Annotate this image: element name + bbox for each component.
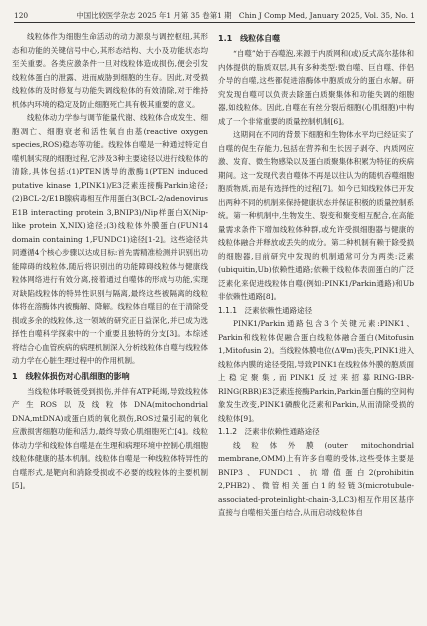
running-header xyxy=(14,8,415,23)
paragraph: 线粒体动力学参与调节能量代谢、线粒体合成发生、细胞凋亡、细胞衰老和活性氧自由基(reactive oxygen species,ROS)稳态等功能。线粒体自噬是一种通过特定自噬机制实现的细胞过程,它涉及3种主要途径以进行线粒体的清除,具体包括:(1)PTEN诱导的激酶1(PTEN induced putative kinase 1,PINK1)/E3泛素连接酶Parkin途径;(2)BCL-2/E1B腺病毒相互作用蛋白3(BCL-2/adenovirus E1B interacting protein 3,BNIP3)/Nip样蛋白X(Nip-like protein X,NIX)途径;(3)线粒体外膜蛋白(FUN14 domain containing 1,FUNDC1)途径[1-2]。这些途径共同遵循4个核心步骤以达成目标:首先需精准检测并识别出功能障碍的线粒体,随后将识别出的功能障碍线粒体与健康线粒体网络进行有效分离,接着通过自噬体的形成与功能,实现对缺陷线粒体的特异性识别与隔离,最终这些被隔离的线粒体将在溶酶体内被酶解、降解。线粒体自噬目的在于清除受损或多余的线粒体,这一领域的研究正日益深化,并已成为选择性自噬科学探索中的一个重要且独特的分支[3]。本综述将结合心血管疾病的病理机制深入分析线粒体自噬与线粒体动力学在心脏生理过程中的作用机制。 xyxy=(12,113,208,365)
subsection-heading: 1.1 线粒体自噬 xyxy=(218,34,281,43)
paragraph: “自噬”始于吞噬泡,来源于内质网和(或)反式高尔基体和内体提供的脂质双层,具有多种类型:微自噬、巨自噬、伴侣介导的自噬,这些都促进溶酶体中胞质成分的蛋白水解。研究发现自噬可以负责去除蛋白质聚集体和功能失调的细胞器,如线粒体。因此,自噬在有丝分裂后细胞(心肌细胞)中构成了一个非常重要的质量控制机制[6]。 xyxy=(218,49,414,126)
page-number: 120 xyxy=(14,10,29,20)
paragraph: 当线粒体呼吸链受到损伤,并伴有ATP耗竭,导致线粒体产生ROS以及线粒体DNA(mitochondrial DNA,mtDNA)或蛋白质的氧化损伤,ROS过量引起的氧化应激损害细胞功能和活力,最终导致心肌细胞死亡[4]。线粒体动力学和线粒体自噬是在生理和病理环境中控制心肌细胞线粒体健康的基本机制。线粒体自噬是一种线粒体特异性的自噬形式,是靶向和消除受损或不必要的线粒体的主要机制[5]。 xyxy=(12,386,208,490)
paragraph: 线粒体外膜(outer mitochondrial membrane,OMM)上有许多自噬的受体,这些受体主要是BNIP3、FUNDC1、抗增值蛋白2(prohibitin 2,PHB2)、微管相关蛋白1的轻链3(microtubule-associated-proteinlight-chain-3,LC3)相互作用区基序直接与自噬相关蛋白结合,从而启动线粒体自 xyxy=(218,440,414,517)
paragraph: 线粒体作为细胞生命活动的动力源泉与调控枢纽,其形态和功能的关键信号中心,其形态结构、大小及功能状态均至关重要。各类应激条件一旦对线粒体造成损伤,便会引发线粒体蛋白的泄露、进而威胁到细胞的生存。因此,对受损线粒体的及时修复与功能失调线粒体的有效清除,对于维持机体内环境的稳定及防止细胞死亡具有极其重要的意义。 xyxy=(12,32,208,109)
right-column xyxy=(218,30,414,620)
section-heading: 1 线粒体损伤对心肌细胞的影响 xyxy=(12,371,130,381)
left-column xyxy=(12,30,208,620)
subsubsection-heading: 1.1.2 泛素非依赖性通路途径 xyxy=(218,427,320,436)
subsubsection-heading: 1.1.1 泛素依赖性通路途径 xyxy=(218,305,313,315)
paragraph: PINK1/Parkin通路包含3个关键元素:PINK1、Parkin和线粒体促融合蛋白线粒体融合蛋白(Mitofusin 1,Mitofusin 2)。当线粒体膜电位(ΔΨm)丧失,PINK1进入线粒体内膜的途径受阻,导致PINK1在线粒体外膜的胞质面上稳定聚集,而PINK1反过来招募RING-IBR-RING(RBR)E3泛素连接酶Parkin,Parkin蛋白酶的空间构象发生改变,PINK1磷酸化泛素和Parkin,从而清除受损的线粒体[9]。 xyxy=(218,319,414,423)
journal-line: 中国比较医学杂志 2025 年1 月第 35 卷第1 期 Chin J Comp Med, January 2025, Vol. 35, No. 1 xyxy=(76,10,415,20)
paragraph: 这期间在不同的背景下细胞和生物体水平均已经证实了自噬的促生存能力,包括在营养和生长因子剥夺、内质网应激、发育、微生物感染以及蛋白质聚集体积累为特征的疾病期间。这一发现代表自噬体不再是以往认为的随机吞噬细胞胞质物质,而是有选择性的过程[7]。如今已知线粒体已开发出两种不同的机制来保持健康状态并保证积极的质量控制系统。第一种机制中,生物发生、裂变和聚变相互配合,在高能量需求条件下增加线粒体种群,或允许受损细胞器与健康的线粒体融合并释放或丢失的成分。第二种机制有赖于除受损的细胞器,目前研究中发现的机制通常可分为两类:泛素(ubiquitin,Ub)依赖性通路;依赖于线粒体表面蛋白的广泛泛素化来促进线粒体自噬(例如:PINK1/Parkin通路)和Ub非依赖性通路[8]。 xyxy=(218,130,414,301)
